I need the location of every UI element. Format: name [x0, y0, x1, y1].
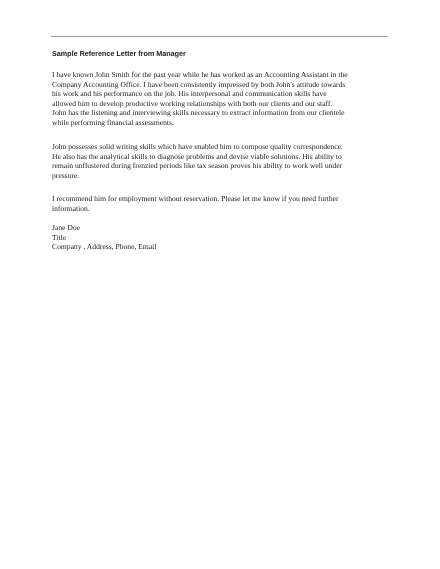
text-line: John has the listening and interviewing skills necessary to extract information from our clientele: [52, 108, 345, 117]
text-line: John possesses solid writing skills which have enabled him to compose quality correspondence.: [52, 142, 343, 151]
signature-title: Title: [52, 232, 67, 242]
text-line: information.: [52, 203, 90, 213]
text-line: allowed him to develop productive working relationships with both our clients and our staff.: [52, 98, 333, 108]
text-line: He also has the analytical skills to diagnose problems and devise viable solutions. His ability to: [52, 151, 342, 161]
text-line: I recommend him for employment without reservation. Please let me know if you need further: [52, 194, 339, 203]
paragraph-skills: [52, 142, 343, 180]
text-line: while performing financial assessments.: [52, 117, 174, 127]
paragraph-recommendation: [52, 194, 339, 213]
signature-block: [52, 223, 156, 252]
text-line: I have known John Smith for the past year while he has worked as an Accounting Assistant in the: [52, 70, 348, 79]
paragraph-intro: [52, 70, 348, 127]
text-line: Company Accounting Office. I have been consistently impressed by both John's attitude towards: [52, 79, 346, 89]
text-line: pressure.: [52, 170, 80, 180]
signature-contact: Company , Address, Phone, Email: [52, 242, 157, 251]
signature-name: Jane Doe: [52, 223, 81, 232]
text-line: remain unflustered during frenzied periods like tax season proves his ability to work well under: [52, 161, 343, 170]
letter-title: Sample Reference Letter from Manager: [52, 49, 186, 58]
header-divider: [51, 36, 388, 37]
text-line: his work and his performance on the job. His interpersonal and communication skills have: [52, 89, 327, 98]
